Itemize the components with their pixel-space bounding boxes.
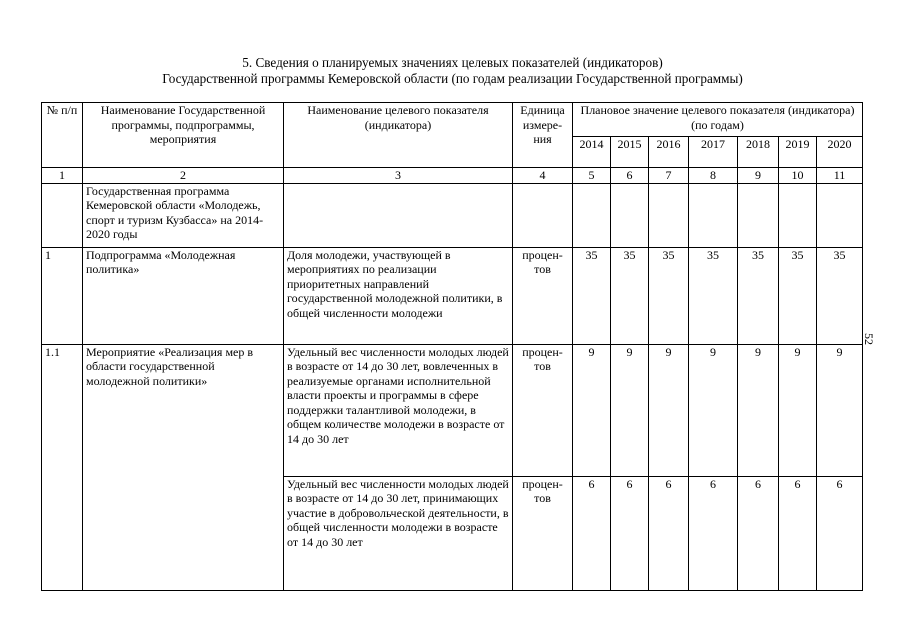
row-value: 9: [689, 344, 738, 476]
col-number: 11: [817, 168, 863, 184]
col-number: 1: [42, 168, 83, 184]
col-number: 9: [738, 168, 779, 184]
page-number: 52: [862, 333, 876, 345]
row-value: [779, 183, 817, 247]
row-value: [649, 183, 689, 247]
row-name: Государственная программа Кемеровской области «Молодежь, спорт и туризм Кузбасса» на 2014-2020 годы: [83, 183, 284, 247]
row-value: 6: [738, 476, 779, 590]
row-value: [689, 183, 738, 247]
document-title: [0, 55, 905, 87]
row-indicator: Удельный вес численности молодых людей в возрасте от 14 до 30 лет, вовлеченных в реализуемые органами исполнительной власти проекты и программы в сфере поддержки талантливой молодежи, в общем количестве молодежи в возрасте от 14 до 30 лет: [284, 344, 513, 476]
header-planned: Плановое значение целевого показателя (индикатора) (по годам): [573, 103, 863, 137]
col-number: 8: [689, 168, 738, 184]
header-num: № п/п: [42, 103, 83, 168]
col-number: 3: [284, 168, 513, 184]
indicators-table: [41, 102, 863, 591]
row-value: 35: [779, 247, 817, 344]
header-row-1: [42, 103, 863, 137]
row-value: [817, 183, 863, 247]
row-unit: [513, 183, 573, 247]
header-indicator: Наименование целевого показателя (индикатора): [284, 103, 513, 168]
row-num: [42, 183, 83, 247]
row-value: 6: [779, 476, 817, 590]
row-name: Мероприятие «Реализация мер в области государственной молодежной политики»: [83, 344, 284, 590]
row-value: 35: [738, 247, 779, 344]
row-value: 6: [689, 476, 738, 590]
year-2015: 2015: [611, 137, 649, 168]
table-row: [42, 183, 863, 247]
row-value: 6: [649, 476, 689, 590]
row-value: 35: [573, 247, 611, 344]
row-num: 1: [42, 247, 83, 344]
row-value: 35: [611, 247, 649, 344]
row-indicator: Удельный вес численности молодых людей в возрасте от 14 до 30 лет, принимающих участие в добровольческой деятельности, в общей численности молодежи в возрасте от 14 до 30 лет: [284, 476, 513, 590]
row-value: [573, 183, 611, 247]
row-value: [611, 183, 649, 247]
row-num: 1.1: [42, 344, 83, 590]
title-line-1: 5. Сведения о планируемых значениях целевых показателей (индикаторов): [242, 55, 663, 70]
row-value: 9: [738, 344, 779, 476]
col-number: 5: [573, 168, 611, 184]
row-unit: процен-тов: [513, 247, 573, 344]
row-value: 6: [817, 476, 863, 590]
year-2017: 2017: [689, 137, 738, 168]
row-unit: процен-тов: [513, 344, 573, 476]
row-value: 35: [817, 247, 863, 344]
col-number: 4: [513, 168, 573, 184]
column-number-row: [42, 168, 863, 184]
year-2018: 2018: [738, 137, 779, 168]
row-value: 9: [779, 344, 817, 476]
year-2016: 2016: [649, 137, 689, 168]
table-row: [42, 344, 863, 476]
row-value: [738, 183, 779, 247]
row-indicator: Доля молодежи, участвующей в мероприятиях по реализации приоритетных направлений государственной молодежной политики, в общей численности молодежи: [284, 247, 513, 344]
row-value: 6: [611, 476, 649, 590]
header-name: Наименование Государственной программы, подпрограммы, мероприятия: [83, 103, 284, 168]
year-2014: 2014: [573, 137, 611, 168]
row-value: 9: [817, 344, 863, 476]
year-2020: 2020: [817, 137, 863, 168]
header-unit: Единица измере-ния: [513, 103, 573, 168]
table-row: [42, 247, 863, 344]
col-number: 6: [611, 168, 649, 184]
row-value: 9: [573, 344, 611, 476]
row-value: 6: [573, 476, 611, 590]
row-name: Подпрограмма «Молодежная политика»: [83, 247, 284, 344]
row-value: 35: [649, 247, 689, 344]
year-2019: 2019: [779, 137, 817, 168]
col-number: 7: [649, 168, 689, 184]
row-value: 9: [611, 344, 649, 476]
row-unit: процен-тов: [513, 476, 573, 590]
row-value: 9: [649, 344, 689, 476]
col-number: 2: [83, 168, 284, 184]
title-line-2: Государственной программы Кемеровской области (по годам реализации Государственной программы): [162, 71, 743, 86]
col-number: 10: [779, 168, 817, 184]
row-value: 35: [689, 247, 738, 344]
row-indicator: [284, 183, 513, 247]
